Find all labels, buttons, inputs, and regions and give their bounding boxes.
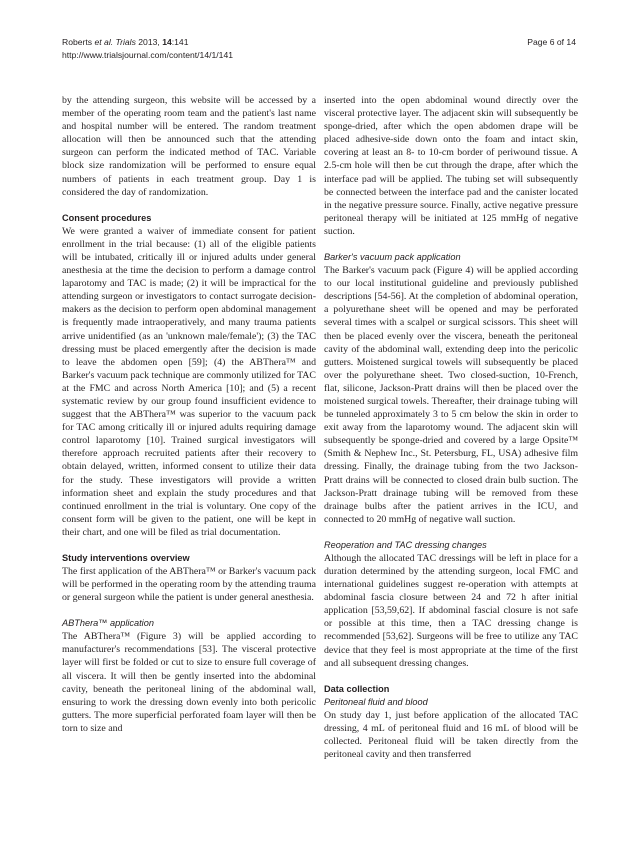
peritoneal-fluid-heading: Peritoneal fluid and blood	[324, 696, 428, 707]
consent-paragraph: We were granted a waiver of immediate consent for patient enrollment in the trial because: (1) all of the eligible patients will be intubated, critically ill or injured adults under general anesthesia at the time the decision to perform a damage control laparotomy and TAC is made; (2) it will be impractical for the attending surgeon or investigators to contact surrogate decision-makers as the decision to perform open abdominal management is frequently made intraoperatively, and many trauma patients arrive unidentified (as an 'unknown male/female'); (3) the TAC dressing must be placed emergently after the decision is made to leave the abdomen open [59]; (4) the ABThera™ and Barker's vacuum pack technique are commonly utilized for TAC at the FMC and across North America [10]; and (5) a recent systematic review by our group found insufficient evidence to suggest that the ABThera™ was superior to the vacuum pack for TAC among critically ill or injured adults requiring damage control laparotomy [10]. Trained surgical investigators will therefore approach recruited patients after their recovery to obtain delayed, written, informed consent to utilize their data for the study. These investigators will provide a written information sheet and explain the study procedures and that continued enrollment in the trial is voluntary. One copy of the consent form will be given to the patient, one will be kept in their chart, and one will be filed as trial documentation.	[62, 225, 316, 538]
abthera-heading: ABThera™ application	[62, 618, 154, 629]
peritoneal-fluid-paragraph: On study day 1, just before application of the allocated TAC dressing, 4 mL of peritoneal fluid and 16 mL of blood will be collected. Peritoneal fluid will be taken directly from the peritoneal cavity and then transferred	[324, 709, 578, 761]
right-column	[324, 94, 578, 761]
running-header	[62, 36, 233, 62]
study-interventions-heading: Study interventions overview	[62, 553, 190, 563]
left-column	[62, 94, 316, 735]
barker-heading: Barker's vacuum pack application	[324, 252, 461, 263]
page-number: Page 6 of 14	[527, 37, 576, 47]
reoperation-heading: Reoperation and TAC dressing changes	[324, 539, 487, 550]
abthera-paragraph: The ABThera™ (Figure 3) will be applied according to manufacturer's recommendations [53]. The visceral protective layer will first be folded or cut to size to ensure full coverage of all viscera. It will then be gently inserted into the abdominal cavity, beneath the peritoneal lining of the abdominal wall, ensuring to work the dressing down evenly into both pericolic gutters. The more superficial perforated foam layer will then be torn to size and	[62, 631, 316, 734]
data-collection-heading: Data collection	[324, 683, 390, 694]
intro-paragraph: by the attending surgeon, this website will be accessed by a member of the operating room team and the patient's last name and hospital number will be entered. The random treatment allocation will then be announced such that the attending surgeon can perform the indicated method of TAC. Variable block size randomization will be performed to ensure equal numbers of patients in each treatment group. Day 1 is considered the day of randomization.	[62, 95, 316, 198]
abthera-continued-paragraph: inserted into the open abdominal wound directly over the visceral protective layer. The adjacent skin will subsequently be sponge-dried, after which the open abdomen drape will be placed adhesive-side down onto the foam and intact skin, covering at least an 8- to 10-cm border of periwound tissue. A 2.5-cm hole will then be cut through the drape, after which the interface pad will be applied. The tubing set will subsequently be connected between the interface pad and the canister located in the negative pressure source. Finally, active negative pressure peritoneal therapy will be initiated at 125 mmHg of negative suction.	[324, 95, 578, 237]
reoperation-paragraph: Although the allocated TAC dressings will be left in place for a duration determined by the attending surgeon, local FMC and international guidelines suggest re-operation with attempts at abdominal fascia closure between 24 and 72 h after initial application [53,59,62]. If abdominal fascial closure is not safe or possible at this time, then a TAC dressing change is recommended [53,62]. Surgeons will be free to utilize any TAC device that they feel is most appropriate at the time of the first and all subsequent dressing changes.	[324, 552, 578, 669]
consent-heading: Consent procedures	[62, 212, 152, 223]
study-interventions-paragraph: The first application of the ABThera™ or Barker's vacuum pack will be performed in the operating room by the attending trauma or general surgeon while the patient is under general anesthesia.	[62, 566, 316, 604]
citation: Roberts et al. Trials 2013, 14:141	[62, 37, 189, 47]
article-url[interactable]: http://www.trialsjournal.com/content/14/1/141	[62, 50, 234, 60]
barker-paragraph: The Barker's vacuum pack (Figure 4) will be applied according to our local institutional guideline and previously published descriptions [54-56]. At the completion of abdominal operation, a polyurethane sheet will be opened and may be perforated several times with a scalpel or surgical scissors. This sheet will then be placed evenly over the viscera, beneath the peritoneal cavity of the abdominal wall, extending deep into the pericolic gutters. Moistened surgical towels will subsequently be placed over the polyurethane sheet. Two closed-suction, 10-French, flat, silicone, Jackson-Pratt drains will then be placed over the moistened surgical towels. Thereafter, their drainage tubing will be tunneled approximately 3 to 5 cm below the skin in order to exit away from the laparotomy wound. The adjacent skin will subsequently be sponge-dried and covered by a large Opsite™ (Smith & Nephew Inc., St. Petersburg, FL, USA) adhesive film dressing. Finally, the drainage tubing from the two Jackson-Pratt drains will be connected to closed drain bulb suction. The Jackson-Pratt drainage tubing will be removed from these drainage bulbs after the patient arrives in the ICU, and connected to 20 mmHg of negative wall suction.	[324, 265, 578, 525]
